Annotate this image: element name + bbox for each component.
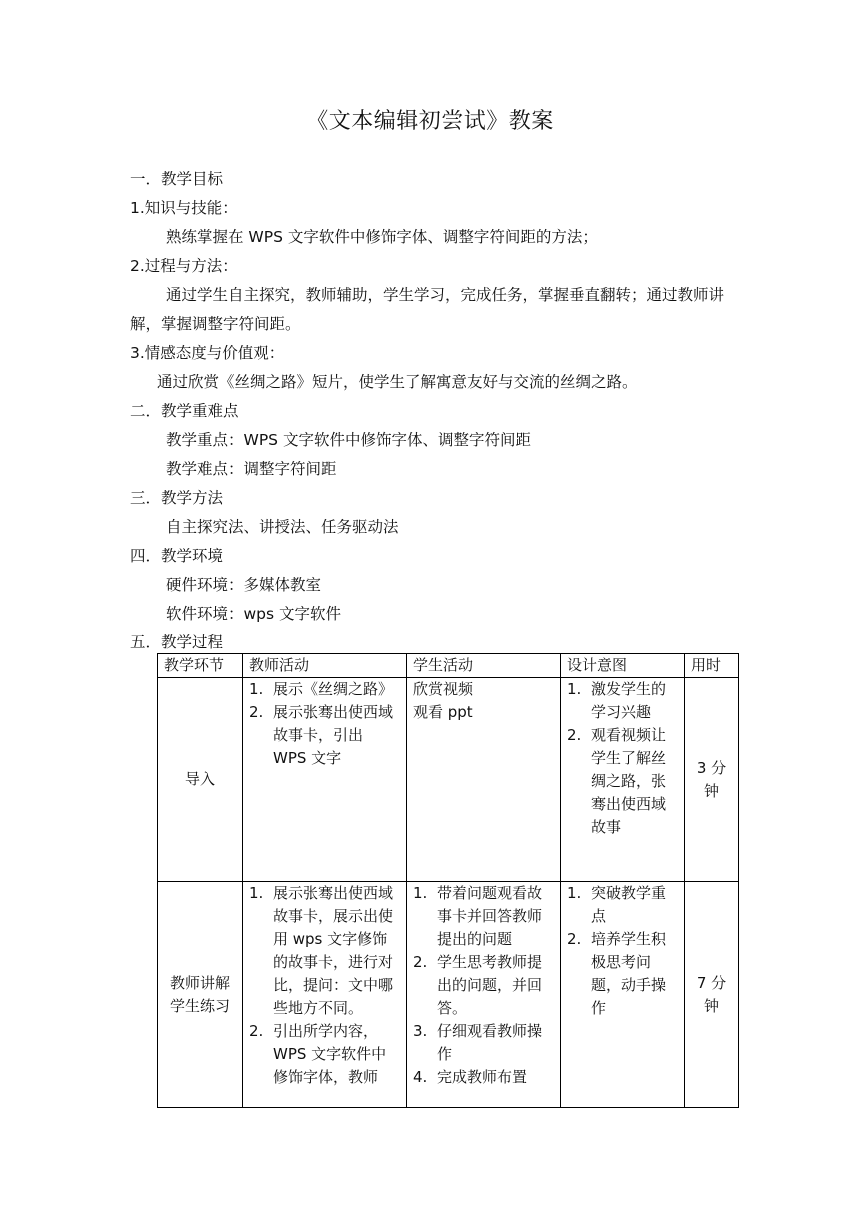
- section-2-heading: 二．教学重难点: [130, 402, 239, 420]
- focus-text: 教学重点：WPS 文字软件中修饰字体、调整字符间距: [166, 431, 531, 449]
- section-4-heading: 四．教学环境: [130, 547, 224, 565]
- list-item: 2. 展示张骞出使西域故事卡，引出 WPS 文字: [249, 703, 394, 767]
- list-item: 2. 学生思考教师提出的问题，并回答。: [413, 953, 543, 1017]
- list-item: 3. 仔细观看教师操作: [413, 1022, 543, 1063]
- difficulty-text: 教学难点：调整字符间距: [166, 460, 337, 478]
- teacher-cell: [243, 882, 407, 1108]
- section-1-heading: 一．教学目标: [130, 170, 224, 188]
- list-item: 1. 带着问题观看故事卡并回答教师提出的问题: [413, 884, 543, 948]
- intent-cell: [561, 678, 685, 882]
- stage-cell: 教师讲解学生练习: [158, 882, 243, 1108]
- list-item: 1. 展示张骞出使西域故事卡，展示出使用 wps 文字修饰的故事卡，进行对比，提问：文中哪些地方不同。: [249, 884, 394, 1017]
- header-intent: 设计意图: [561, 654, 685, 678]
- stage-cell: 导入: [158, 678, 243, 882]
- process-text: 通过学生自主探究，教师辅助，学生学习，完成任务，掌握垂直翻转；通过教师讲解，掌握调整字符间距。: [130, 286, 725, 333]
- knowledge-text: 熟练掌握在 WPS 文字软件中修饰字体、调整字符间距的方法；: [166, 228, 598, 246]
- process-heading: 2.过程与方法：: [130, 257, 238, 275]
- emotion-text: 通过欣赏《丝绸之路》短片，使学生了解寓意友好与交流的丝绸之路。: [157, 373, 638, 391]
- table-row: [158, 678, 739, 882]
- time-cell: 7 分钟: [685, 882, 739, 1108]
- software-text: 软件环境：wps 文字软件: [166, 605, 342, 623]
- header-teacher: 教师活动: [243, 654, 407, 678]
- section-3-heading: 三．教学方法: [130, 489, 224, 507]
- intent-cell: [561, 882, 685, 1108]
- list-item: 2. 培养学生积极思考问题，动手操作: [567, 930, 667, 1017]
- teacher-cell: [243, 678, 407, 882]
- document-title: 《文本编辑初尝试》教案: [306, 109, 554, 134]
- list-item: 2. 观看视频让学生了解丝绸之路，张骞出使西域故事: [567, 726, 667, 836]
- hardware-text: 硬件环境：多媒体教室: [166, 576, 322, 594]
- knowledge-heading: 1.知识与技能：: [130, 199, 238, 217]
- table-row: [158, 882, 739, 1108]
- emotion-heading: 3.情感态度与价值观：: [130, 344, 285, 362]
- process-paragraph: [130, 281, 734, 339]
- student-cell: [407, 882, 561, 1108]
- list-item: 2. 引出所学内容，WPS 文字软件中修饰字体，教师: [249, 1022, 387, 1086]
- list-item: 观看 ppt: [413, 703, 473, 721]
- table-header-row: [158, 654, 739, 678]
- student-cell: [407, 678, 561, 882]
- list-item: 欣赏视频: [413, 680, 474, 698]
- section-5-heading: 五．教学过程: [130, 633, 224, 651]
- time-cell: 3 分钟: [685, 678, 739, 882]
- header-student: 学生活动: [407, 654, 561, 678]
- list-item: 1. 展示《丝绸之路》: [249, 680, 394, 698]
- header-time: 用时: [685, 654, 739, 678]
- list-item: 1. 突破教学重点: [567, 884, 667, 925]
- process-table: [157, 653, 739, 1108]
- header-stage: 教学环节: [158, 654, 243, 678]
- list-item: 1. 激发学生的学习兴趣: [567, 680, 667, 721]
- list-item: 4. 完成教师布置: [413, 1068, 528, 1086]
- method-text: 自主探究法、讲授法、任务驱动法: [166, 518, 399, 536]
